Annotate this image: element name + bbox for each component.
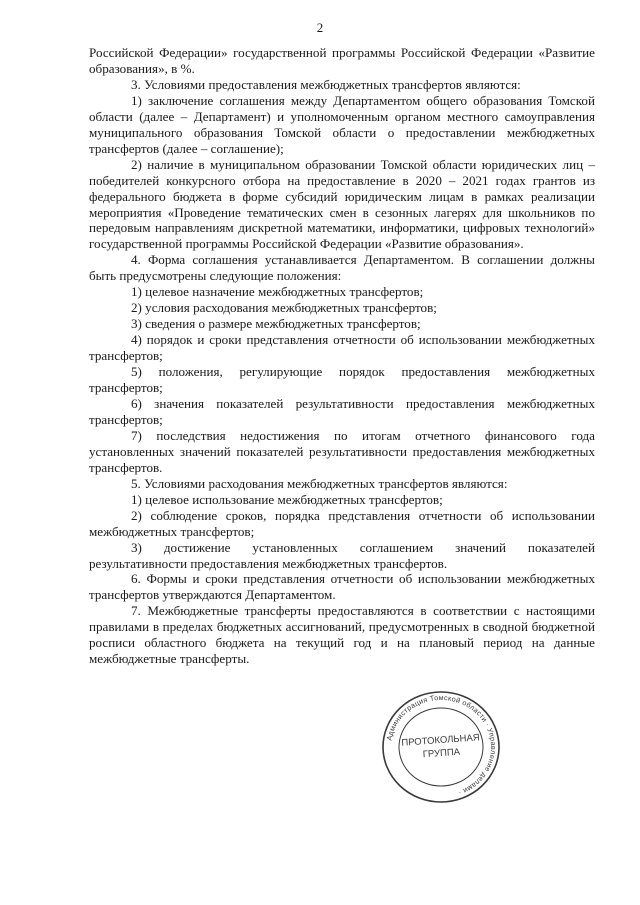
paragraph: 6) значения показателей результативности предоставления межбюджетных трансфертов; [89, 395, 595, 427]
paragraph: 7. Межбюджетные трансферты предоставляются в соответствии с настоящими правилами в пределах бюджетных ассигнований, предусмотренных в сводной бюджетной росписи областного бюджета на текущий год и на плановый период на данные межбюджетные трансферты. [89, 603, 595, 667]
paragraph: 1) целевое использование межбюджетных трансфертов; [131, 491, 443, 507]
paragraph: 1) целевое назначение межбюджетных трансфертов; [131, 284, 424, 300]
page-number: 2 [316, 20, 324, 35]
paragraph: 2) наличие в муниципальном образовании Томской области юридических лиц – победителей конкурсного отбора на предоставление в 2020 – 2021 годах грантов из федерального бюджета в форме субсидий юридическим лицам в рамках реализации мероприятия «Проведение тематических смен в сезонных лагерях для школьников по передовым направлениям дискретной математики, информатики, цифровых технологий» государственной программы Российской Федерации «Развитие образования». [89, 156, 595, 252]
official-stamp [380, 688, 502, 806]
document-body [89, 45, 595, 667]
paragraph: Российской Федерации» государственной программы Российской Федерации «Развитие образования», в %. [89, 45, 595, 76]
stamp-seal-graphic [380, 688, 502, 806]
stamp-center-line: ГРУППА [422, 746, 461, 761]
stamp-ring-text: Администрация Томской области · Управление делами · [384, 692, 499, 798]
paragraph: 2) соблюдение сроков, порядка представления отчетности об использовании межбюджетных трансфертов; [89, 507, 595, 539]
paragraph: 6. Формы и сроки представления отчетности об использовании межбюджетных трансфертов утверждаются Департаментом. [89, 571, 595, 603]
paragraph: 5. Условиями расходования межбюджетных трансфертов являются: [131, 475, 508, 491]
paragraph: 3) достижение установленных соглашением значений показателей результативности предоставления межбюджетных трансфертов. [89, 539, 595, 571]
paragraph: 5) положения, регулирующие порядок предоставления межбюджетных трансфертов; [89, 364, 595, 396]
paragraph: 1) заключение соглашения между Департаментом общего образования Томской области (далее – Департамент) и уполномоченным органом местного самоуправления муниципального образования Томской области о предоставлении межбюджетных трансфертов (далее – соглашение); [89, 92, 595, 156]
paragraph: 4. Форма соглашения устанавливается Департаментом. В соглашении должны быть предусмотрены следующие положения: [89, 252, 595, 284]
paragraph: 3) сведения о размере межбюджетных трансфертов; [131, 316, 421, 332]
stamp-center-line: ПРОТОКОЛЬНАЯ [401, 732, 481, 749]
paragraph: 7) последствия недостижения по итогам отчетного финансового года установленных значений показателей результативности предоставления межбюджетных трансфертов. [89, 427, 595, 475]
paragraph: 3. Условиями предоставления межбюджетных трансфертов являются: [131, 76, 521, 92]
paragraph: 2) условия расходования межбюджетных трансфертов; [131, 300, 437, 316]
paragraph: 4) порядок и сроки представления отчетности об использовании межбюджетных трансфертов; [89, 332, 595, 364]
